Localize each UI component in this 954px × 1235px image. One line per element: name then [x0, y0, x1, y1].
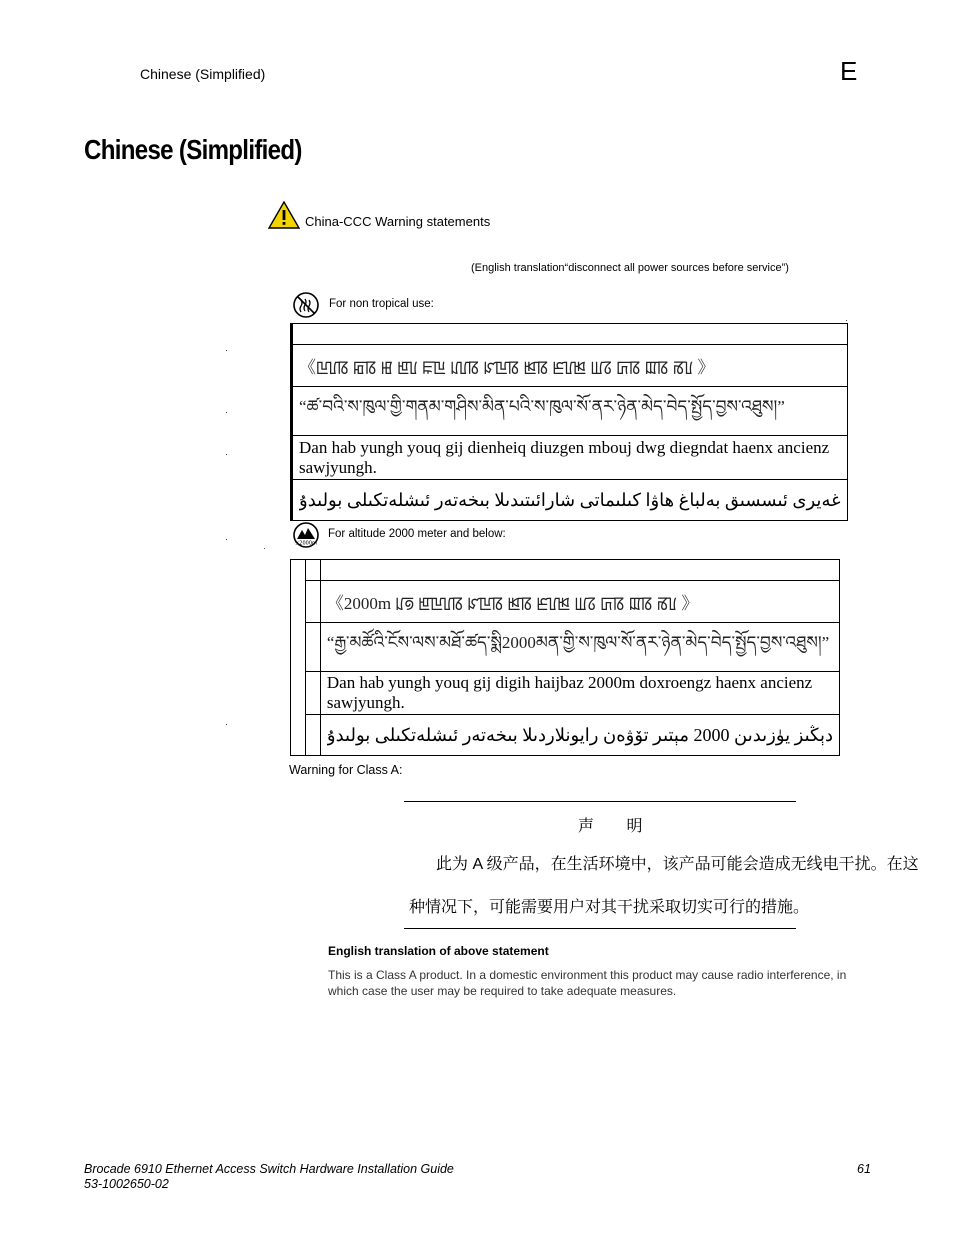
english-translation-heading: English translation of above statement: [328, 944, 549, 958]
table-cell-mongolian: [320, 581, 839, 623]
table-lead-cell: [291, 560, 306, 756]
mongolian-text: 《ꡖꡦꡋ ꡂꡋ ꡅ ꡁꡦ ꡀꡖ ꡊꡦꡋ ꡜꡖꡋ ꡓꡋ ꡈꡦꡓ ꡆꡞ ꡚꡋ ꡉꡋ ꡏꡦ 》: [299, 358, 715, 377]
table-cell: [320, 560, 839, 581]
running-title: Chinese (Simplified): [140, 66, 266, 82]
chinese-statement-heading: 声 明: [578, 818, 657, 835]
chinese-statement-line-2: 种情况下，可能需要用户对其干扰采取切实可行的措施。: [409, 899, 810, 916]
class-a-warning-label: Warning for Class A:: [289, 763, 403, 777]
table-cell-zhuang: [320, 672, 839, 715]
altitude-icon-text: ≤2000m: [295, 540, 317, 547]
table-num-cell: [305, 715, 320, 756]
uyghur-text: دېڭىز يۈزىدىن 2000 مېتىر تۆۋەن رايونلاردىلا بىخەتەر ئىشلەتكىلى بولىدۇ: [326, 724, 833, 745]
page-number: 61: [857, 1162, 871, 1176]
table-cell-mongolian: [293, 345, 848, 387]
ccc-translation-note: (English translation“disconnect all power sources before service”): [471, 262, 789, 274]
margin-mark: [226, 412, 227, 413]
margin-mark: [226, 350, 227, 351]
table-cell-uyghur: [293, 480, 848, 521]
statement-bottom-rule: [404, 928, 796, 929]
margin-mark: [226, 454, 227, 455]
table-cell-tibetan: [293, 387, 848, 436]
table-num-cell: [305, 560, 320, 581]
table-num-cell: [305, 581, 320, 623]
non-tropical-label: For non tropical use:: [329, 298, 434, 310]
altitude-table: [290, 559, 840, 756]
altitude-label: For altitude 2000 meter and below:: [328, 528, 506, 540]
ccc-warning-label: China-CCC Warning statements: [305, 214, 491, 229]
tibetan-text: “ཚ་བའི་ས་ཁུལ་གྱི་གནམ་གཤིས་མིན་པའི་ས་ཁུལ་སོ་ནར་ཉེན་མེད་བེད་སྤྱོད་བྱས་འཐུས།”: [299, 397, 785, 416]
zhuang-text: Dan hab yungh youq gij dienheiq diuzgen mbouj dwg diegndat haenx ancienz sawjyungh.: [299, 437, 830, 477]
uyghur-text: غەيرى ئىسسىق بەلباغ ھاۋا كىلىماتى شارائىتىدىلا بىخەتەر ئىشلەتكىلى بولىدۇ: [299, 489, 841, 510]
zhuang-text: Dan hab yungh youq gij digih haijbaz 2000m doxroengz haenx ancienz sawjyungh.: [326, 673, 813, 712]
tibetan-text: “རྒྱ་མཚོའི་ངོས་ལས་མཐོ་ཚད་སྨི2000མན་གྱི་ས་ཁུལ་སོ་ནར་ཉེན་མེད་བེད་སྤྱོད་བྱས་འཐུས།”: [326, 633, 830, 652]
footer-document-code: 53-1002650-02: [84, 1177, 169, 1191]
margin-mark: [226, 539, 227, 540]
table-cell-uyghur: [320, 715, 839, 756]
warning-triangle-icon: [268, 201, 300, 229]
table-num-cell: [305, 623, 320, 672]
footer-document-title: Brocade 6910 Ethernet Access Switch Hardware Installation Guide: [84, 1162, 454, 1176]
margin-mark: [264, 548, 265, 549]
margin-mark: [846, 320, 847, 321]
table-cell-zhuang: [293, 436, 848, 480]
chinese-statement-line-1: 此为 A 级产品，在生活环境中，该产品可能会造成无线电干扰。在这: [436, 856, 919, 873]
non-tropical-icon: [293, 292, 319, 318]
statement-top-rule: [404, 801, 796, 802]
appendix-letter: E: [840, 56, 858, 86]
table-cell: [293, 324, 848, 345]
altitude-2000m-icon: [293, 522, 319, 548]
table-cell-tibetan: [320, 623, 839, 672]
page-title: Chinese (Simplified): [84, 134, 302, 165]
non-tropical-table: [290, 323, 848, 521]
english-translation-body: This is a Class A product. In a domestic environment this product may cause radio interference, in which case the user may be required to take adequate measures.: [328, 968, 847, 998]
margin-mark: [226, 724, 227, 725]
mongolian-text: 《2000m ꡊꡟ ꡁꡖꡦꡋ ꡜꡖꡋ ꡓꡋ ꡈꡦꡓ ꡆꡞ ꡚꡋ ꡉꡋ ꡏꡦ 》: [326, 594, 699, 613]
table-num-cell: [305, 672, 320, 715]
